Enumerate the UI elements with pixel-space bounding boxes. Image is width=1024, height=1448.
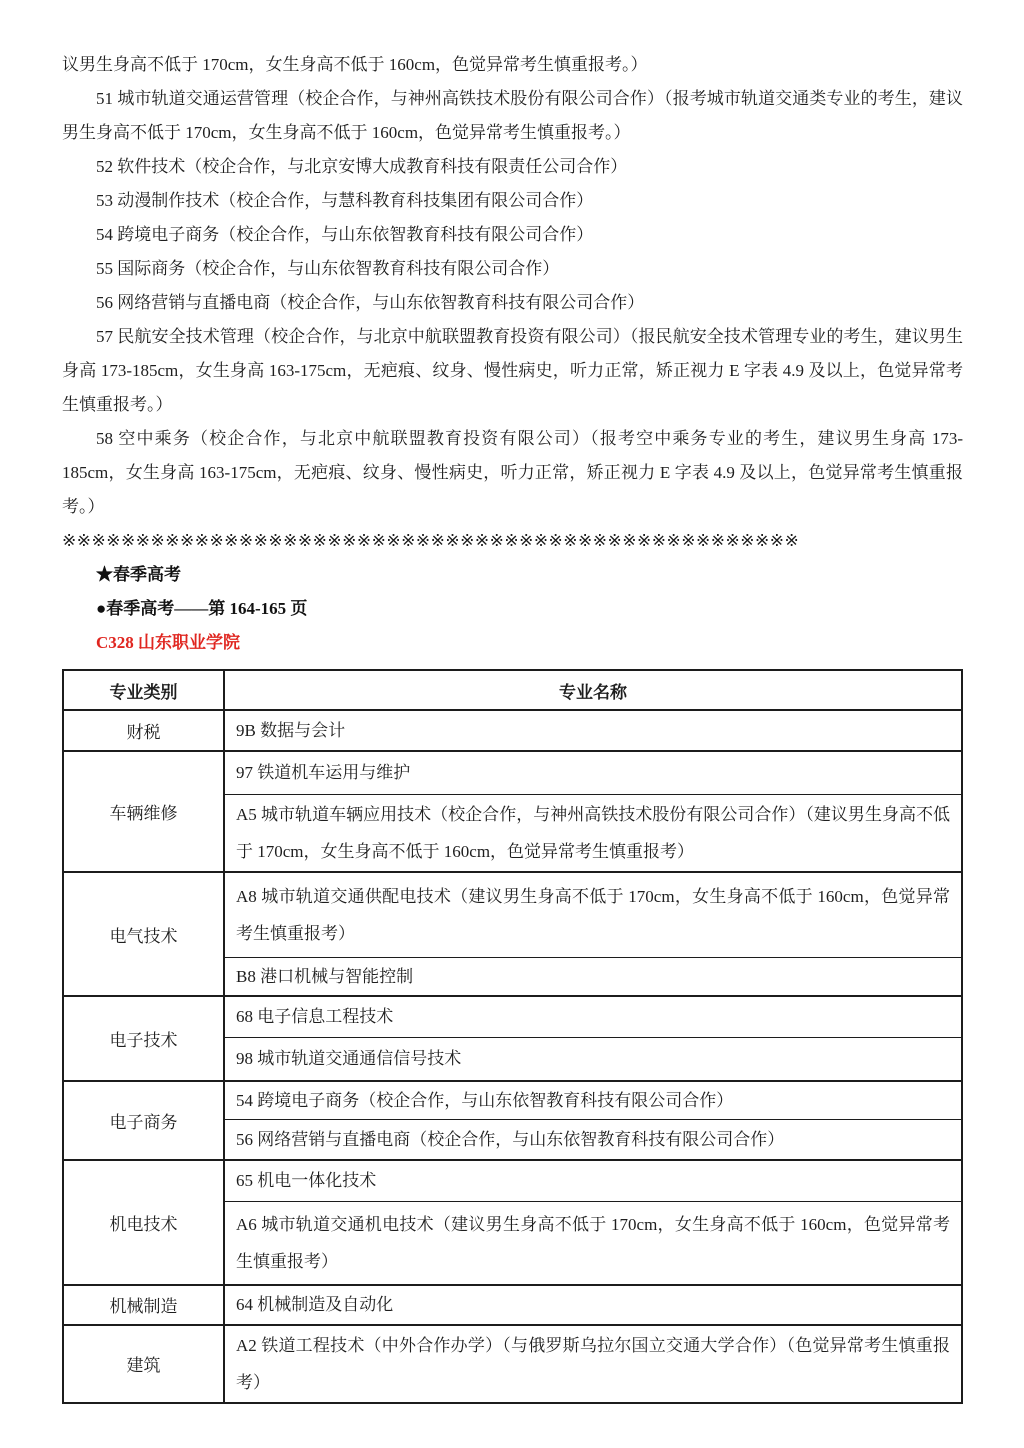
category-cell: 电子商务 [63, 1081, 224, 1160]
spring-exam-page-ref: ●春季高考——第 164-165 页 [96, 599, 308, 618]
table-header-row [63, 670, 962, 710]
category-cell: 车辆维修 [63, 751, 224, 872]
paragraph-52: 52 软件技术（校企合作，与北京安博大成教育科技有限责任公司合作） [96, 157, 628, 176]
major-cell: 97 铁道机车运用与维护 [224, 751, 962, 794]
major-cell: 9B 数据与会计 [224, 710, 962, 751]
table-row [63, 710, 962, 751]
table-row [63, 1160, 962, 1202]
major-cell: A2 铁道工程技术（中外合作办学）（与俄罗斯乌拉尔国立交通大学合作）（色觉异常考生慎重报考） [224, 1325, 962, 1403]
category-cell: 财税 [63, 710, 224, 751]
paragraph-56: 56 网络营销与直播电商（校企合作，与山东依智教育科技有限公司合作） [96, 293, 645, 312]
table-row [63, 1081, 962, 1120]
category-cell: 建筑 [63, 1325, 224, 1403]
paragraph-53: 53 动漫制作技术（校企合作，与慧科教育科技集团有限公司合作） [96, 191, 594, 210]
category-cell: 电子技术 [63, 996, 224, 1081]
paragraph-57: 57 民航安全技术管理（校企合作，与北京中航联盟教育投资有限公司）（报民航安全技术管理专业的考生，建议男生身高 173-185cm，女生身高 163-175cm，无疤痕、纹身、慢性病史，听力正常，矫正视力 E 字表 4.9 及以上，色觉异常考生慎重报考。） [62, 327, 963, 414]
table-row [63, 996, 962, 1037]
section-divider: ※※※※※※※※※※※※※※※※※※※※※※※※※※※※※※※※※※※※※※※※※※※※※※※※※※ [62, 531, 800, 550]
major-cell: B8 港口机械与智能控制 [224, 957, 962, 996]
category-cell: 机械制造 [63, 1285, 224, 1325]
table-row [63, 1285, 962, 1325]
school-heading: C328 山东职业学院 [96, 633, 241, 652]
table-row [63, 1325, 962, 1403]
majors-table [62, 669, 963, 1404]
major-cell: 98 城市轨道交通通信信号技术 [224, 1037, 962, 1081]
category-cell: 机电技术 [63, 1160, 224, 1285]
table-row [63, 872, 962, 957]
table-row [63, 751, 962, 794]
spring-exam-heading: ★春季高考 [96, 565, 181, 584]
col-header-category: 专业类别 [63, 670, 224, 710]
major-cell: 54 跨境电子商务（校企合作，与山东依智教育科技有限公司合作） [224, 1081, 962, 1120]
major-cell: A6 城市轨道交通机电技术（建议男生身高不低于 170cm，女生身高不低于 160cm，色觉异常考生慎重报考） [224, 1202, 962, 1285]
paragraph-54: 54 跨境电子商务（校企合作，与山东依智教育科技有限公司合作） [96, 225, 594, 244]
col-header-name: 专业名称 [224, 670, 962, 710]
major-cell: A8 城市轨道交通供配电技术（建议男生身高不低于 170cm，女生身高不低于 160cm，色觉异常考生慎重报考） [224, 872, 962, 957]
paragraph-58: 58 空中乘务（校企合作，与北京中航联盟教育投资有限公司）（报考空中乘务专业的考生，建议男生身高 173-185cm，女生身高 163-175cm，无疤痕、纹身、慢性病史，听力正常，矫正视力 E 字表 4.9 及以上，色觉异常考生慎重报考。） [62, 429, 963, 516]
paragraph-continuation: 议男生身高不低于 170cm，女生身高不低于 160cm，色觉异常考生慎重报考。） [62, 55, 648, 74]
major-cell: 64 机械制造及自动化 [224, 1285, 962, 1325]
major-cell: A5 城市轨道车辆应用技术（校企合作，与神州高铁技术股份有限公司合作）（建议男生身高不低于 170cm，女生身高不低于 160cm，色觉异常考生慎重报考） [224, 794, 962, 872]
category-cell: 电气技术 [63, 872, 224, 996]
major-cell: 65 机电一体化技术 [224, 1160, 962, 1202]
major-cell: 56 网络营销与直播电商（校企合作，与山东依智教育科技有限公司合作） [224, 1120, 962, 1160]
major-cell: 68 电子信息工程技术 [224, 996, 962, 1037]
paragraph-55: 55 国际商务（校企合作，与山东依智教育科技有限公司合作） [96, 259, 560, 278]
paragraph-51: 51 城市轨道交通运营管理（校企合作，与神州高铁技术股份有限公司合作）（报考城市轨道交通类专业的考生，建议男生身高不低于 170cm，女生身高不低于 160cm，色觉异常考生慎重报考。） [62, 89, 963, 142]
